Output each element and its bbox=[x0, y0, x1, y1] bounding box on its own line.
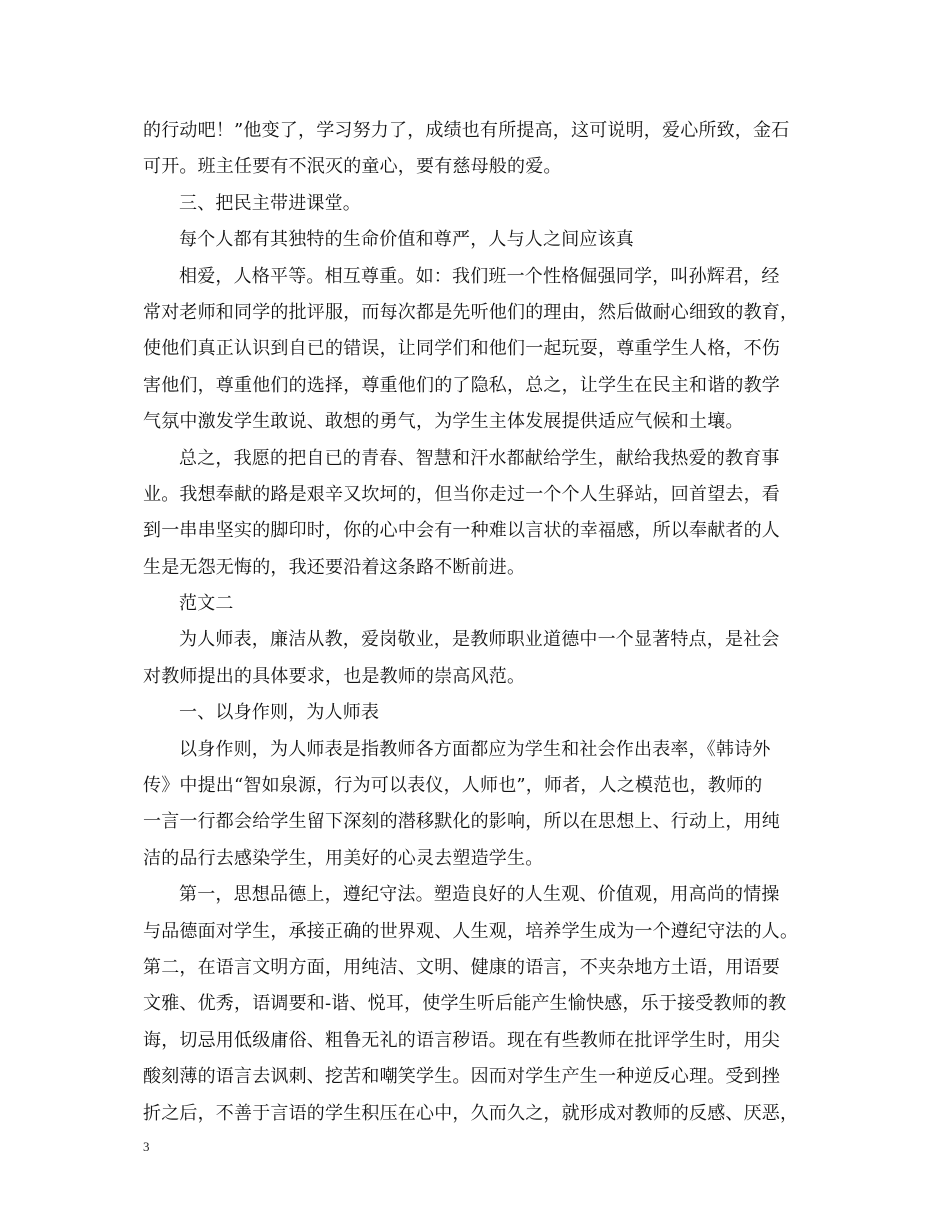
text-line: 可开。班主任要有不泯灭的童心，要有慈母般的爱。 bbox=[143, 156, 562, 178]
text-line: 使他们真正认识到自已的错误，让同学们和他们一起玩耍，尊重学生人格，不伤 bbox=[143, 338, 780, 360]
page-number: 3 bbox=[143, 1139, 150, 1154]
text-line: 以身作则，为人师表是指教师各方面都应为学生和社会作出表率，《韩诗外 bbox=[179, 738, 771, 760]
text-line: 常对老师和同学的批评服，而每次都是先听他们的理由，然后做耐心细致的教育， bbox=[143, 301, 799, 323]
text-line: 害他们，尊重他们的选择，尊重他们的了隐私，总之，让学生在民主和谐的教学 bbox=[143, 374, 780, 396]
text-line: 每个人都有其独特的生命价值和尊严，人与人之间应该真 bbox=[179, 229, 634, 251]
text-line: 为人师表，廉洁从教，爱岗敬业，是教师职业道德中一个显著特点，是社会 bbox=[179, 629, 780, 651]
text-line: 与品德面对学生，承接正确的世界观、人生观，培养学生成为一个遵纪守法的人。 bbox=[143, 920, 799, 942]
text-line: 第一，思想品德上，遵纪守法。塑造良好的人生观、价值观，用高尚的情操 bbox=[179, 884, 780, 906]
text-line: 范文二 bbox=[179, 593, 234, 615]
text-line: 一、以身作则，为人师表 bbox=[179, 702, 380, 724]
text-line: 洁的品行去感染学生，用美好的心灵去塑造学生。 bbox=[143, 847, 544, 869]
text-line: 文雅、优秀，语调要和-谐、悦耳，使学生听后能产生愉快感，乐于接受教师的教 bbox=[143, 993, 787, 1015]
text-line: 对教师提出的具体要求，也是教师的崇高风范。 bbox=[143, 665, 526, 687]
text-line: 酸刻薄的语言去讽刺、挖苦和嘲笑学生。因而对学生产生一种逆反心理。受到挫 bbox=[143, 1066, 780, 1088]
text-line: 三、把民主带进课堂。 bbox=[179, 192, 361, 214]
text-line: 到一串串坚实的脚印时，你的心中会有一种难以言状的幸福感，所以奉献者的人 bbox=[143, 520, 780, 542]
text-line: 传》中提出“智如泉源，行为可以表仪，人师也”，师者，人之模范也，教师的 bbox=[143, 775, 763, 797]
text-line: 气氛中激发学生敢说、敢想的勇气，为学生主体发展提供适应气候和土壤。 bbox=[143, 411, 744, 433]
text-line: 第二，在语言文明方面，用纯洁、文明、健康的语言，不夹杂地方土语，用语要 bbox=[143, 956, 780, 978]
document-body bbox=[143, 113, 813, 1132]
text-line: 业。我想奉献的路是艰辛又坎坷的，但当你走过一个个人生驿站，回首望去，看 bbox=[143, 483, 780, 505]
text-line: 相爱，人格平等。相互尊重。如：我们班一个性格倔强同学，叫孙辉君，经 bbox=[179, 265, 780, 287]
text-line: 诲，切忌用低级庸俗、粗鲁无礼的语言秽语。现在有些教师在批评学生时，用尖 bbox=[143, 1029, 780, 1051]
text-line: 总之，我愿的把自已的青春、智慧和汗水都献给学生，献给我热爱的教育事 bbox=[179, 447, 780, 469]
text-line: 的行动吧！”他变了，学习努力了，成绩也有所提高，这可说明，爱心所致，金石 bbox=[143, 120, 790, 141]
text-line: 生是无怨无悔的，我还要沿着这条路不断前进。 bbox=[143, 556, 526, 578]
text-line: 一言一行都会给学生留下深刻的潜移默化的影响，所以在思想上、行动上，用纯 bbox=[143, 811, 780, 833]
text-line: 折之后，不善于言语的学生积压在心中，久而久之，就形成对教师的反感、厌恶， bbox=[143, 1102, 799, 1124]
